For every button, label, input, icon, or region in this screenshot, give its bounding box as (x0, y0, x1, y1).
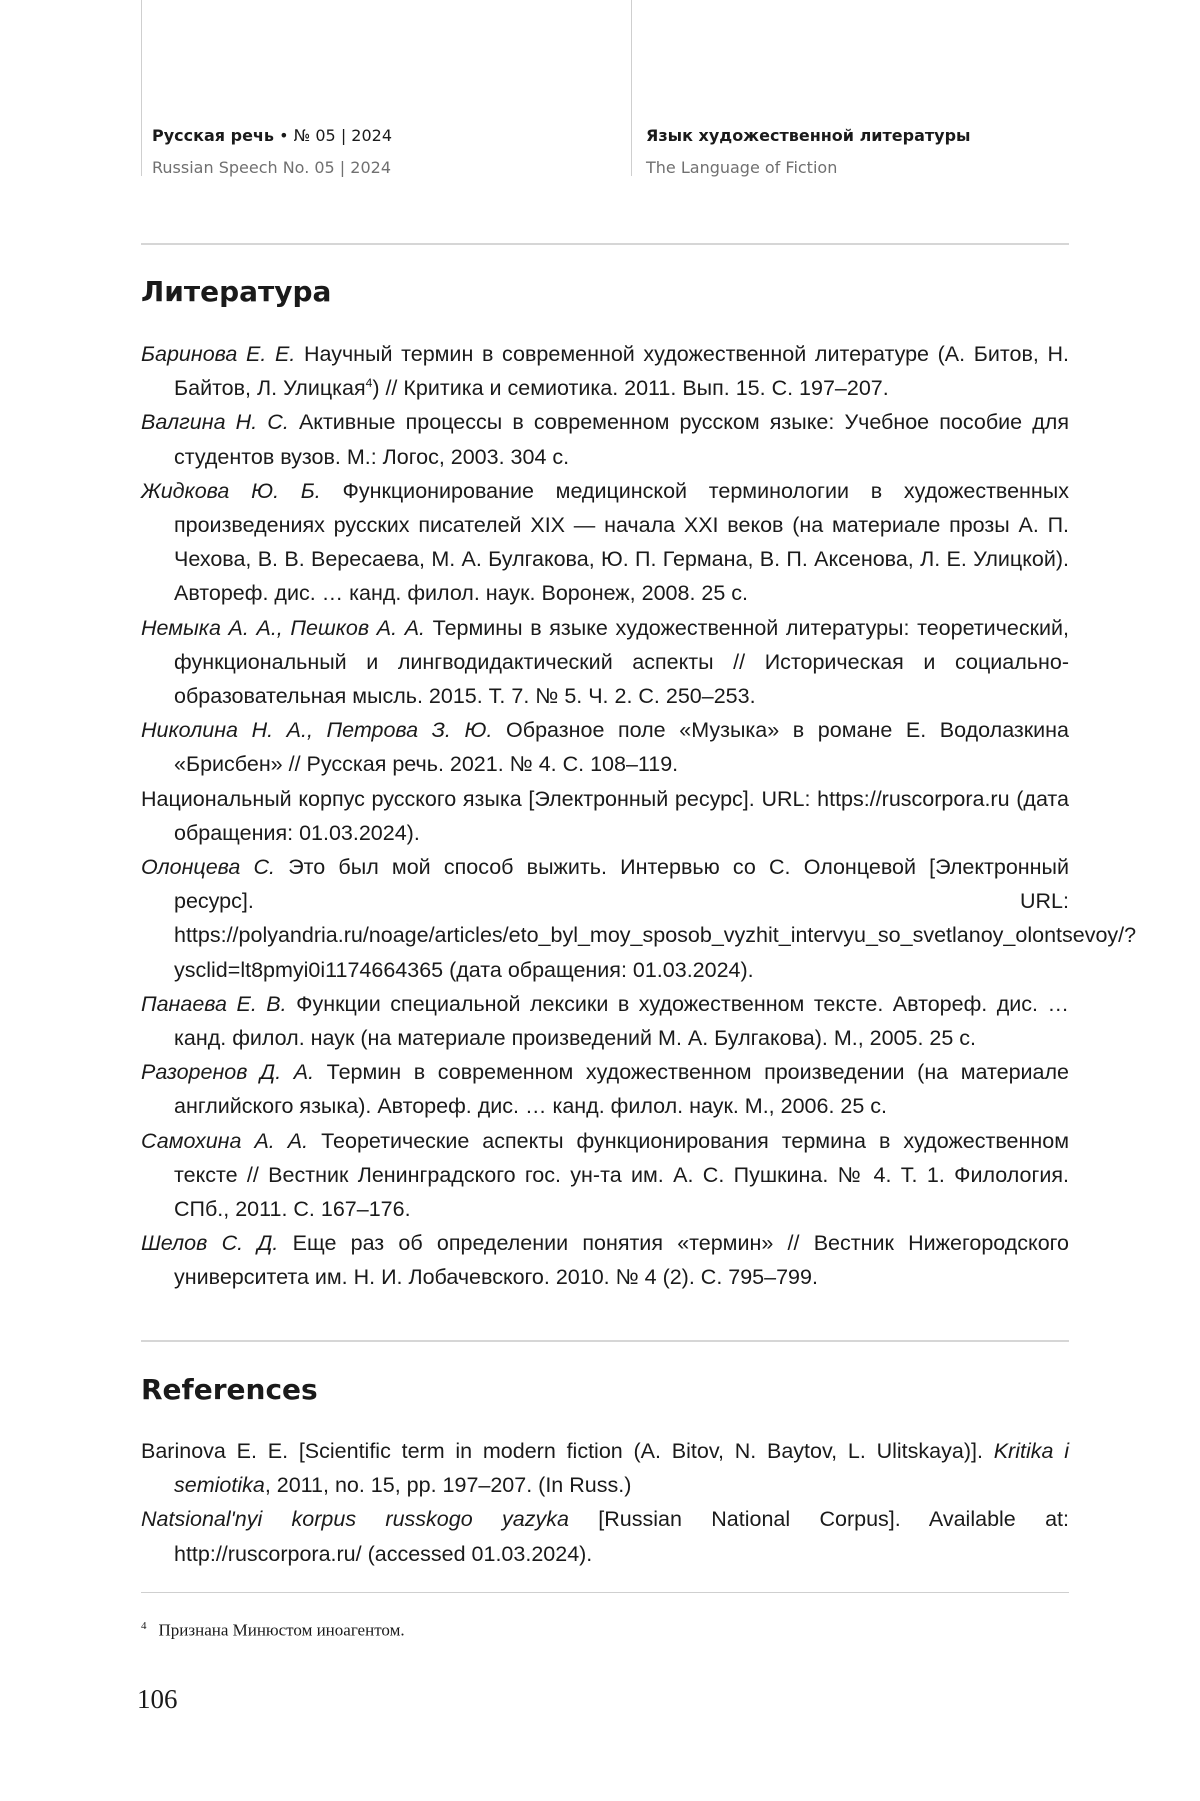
header-divider-right (631, 0, 632, 176)
list-item (141, 1502, 1069, 1570)
ref-text: Это был мой способ выжить. Интервью со С. Олонцевой [Электронный ресурс]. URL: https://polyandria.ru/noage/articles/eto_byl_moy_sposob_vyzhit_intervyu_so_svetlanoy_olontsevoy/?ysclid=lt8pmyi0i1174664365 (дата обращения: 01.03.2024). (174, 855, 1137, 982)
ref-author: Самохина А. А. (141, 1128, 309, 1153)
section-rule (141, 1340, 1069, 1342)
ref-text: Функционирование медицинской терминологии в художественных произведениях русских писателей XIX — начала XXI веков (на материале прозы А. П. Чехова, В. В. Вересаева, М. А. Булгакова, Ю. П. Германа, В. П. Аксенова, Л. Е. Улицкой). Автореф. дис. … канд. филол. наук. Воронеж, 2008. 25 с. (174, 478, 1069, 606)
ref-text: ) // Критика и семиотика. 2011. Вып. 15. С. 197–207. (372, 376, 889, 401)
list-item (141, 1055, 1069, 1123)
ref-text: [Russian National Corpus]. Available at: http://ruscorpora.ru/ (accessed 01.03.2024). (174, 1507, 1070, 1566)
ref-author: Баринова Е. Е. (141, 342, 296, 366)
ref-author: Валгина Н. С. (141, 410, 289, 435)
literature-list (141, 337, 1137, 1295)
ref-text: Теоретические аспекты функционирования термина в художественном тексте // Вестник Ленинградского гос. ун-та им. А. С. Пушкина. № 4. Т. 1. Филология. СПб., 2011. С. 167–176. (174, 1128, 1069, 1222)
journal-header (152, 124, 392, 180)
ref-text: Активные процессы в современном русском языке: Учебное пособие для студентов вузов. М.: Логос, 2003. 304 с. (174, 410, 1069, 469)
list-item (141, 987, 1069, 1055)
footnote-text: Признана Минюстом иноагентом. (158, 1620, 405, 1640)
list-item (141, 782, 1069, 850)
list-item (141, 611, 1069, 714)
references-list (141, 1434, 1069, 1571)
footnote (141, 1620, 405, 1641)
literature-heading: Литература (141, 275, 332, 308)
footnote-mark: 4 (141, 1620, 147, 1632)
page-number: 106 (137, 1684, 178, 1714)
list-item (141, 1434, 1069, 1502)
list-item (141, 1124, 1069, 1227)
ref-text: Barinova E. E. [Scientific term in modern fiction (A. Bitov, N. Baytov, L. Ulitskaya)]. (141, 1439, 994, 1463)
section-name: Язык художественной литературы (646, 126, 971, 145)
header-rule (141, 243, 1069, 245)
ref-source: Kritika i semiotika (174, 1439, 1070, 1498)
list-item (141, 850, 1137, 987)
ref-text: Образное поле «Музыка» в романе Е. Водолазкина «Брисбен» // Русская речь. 2021. № 4. С. 108–119. (174, 718, 1070, 777)
ref-author: Панаева Е. В. (141, 991, 287, 1016)
ref-author: Николина Н. А., Петрова З. Ю. (141, 718, 493, 743)
ref-author: Немыка А. А., Пешков А. А. (141, 615, 426, 640)
ref-text: Термин в современном художественном произведении (на материале английского языка). Автореф. дис. … канд. филол. наук. М., 2006. 25 с. (174, 1060, 1069, 1119)
ref-text: Функции специальной лексики в художественном тексте. Автореф. дис. … канд. филол. наук (на материале произведений М. А. Булгакова). М., 2005. 25 с. (174, 991, 1069, 1051)
footnote-ref: 4 (365, 376, 373, 391)
list-item (141, 713, 1069, 781)
ref-text: Научный термин в современной художественной литературе (А. Битов, Н. Байтов, Л. Улицкая (174, 342, 1069, 401)
ref-author: Жидкова Ю. Б. (141, 478, 321, 503)
section-subtitle: The Language of Fiction (646, 158, 838, 177)
journal-title: Русская речь • № 05 | 2024 (152, 126, 393, 145)
ref-text: Термины в языке художественной литературы: теоретический, функциональный и лингводидактический аспекты // Историческая и социально-образовательная мысль. 2015. Т. 7. № 5. Ч. 2. С. 250–253. (174, 615, 1069, 709)
list-item (141, 1226, 1069, 1294)
ref-source: Natsional'nyi korpus russkogo yazyka (141, 1507, 569, 1532)
ref-text: , 2011, no. 15, pp. 197–207. (In Russ.) (264, 1473, 632, 1498)
list-item (141, 337, 1069, 405)
ref-text: Национальный корпус русского языка [Электронный ресурс]. URL: https://ruscorpora.ru (дата обращения: 01.03.2024). (141, 786, 1069, 845)
journal-subtitle: Russian Speech No. 05 | 2024 (152, 158, 391, 177)
section-header (646, 124, 971, 180)
ref-author: Олонцева С. (141, 855, 276, 880)
journal-issue: № 05 | 2024 (293, 126, 393, 145)
ref-author: Разоренов Д. А. (141, 1060, 315, 1085)
footnote-rule (141, 1592, 1069, 1593)
list-item (141, 405, 1069, 473)
ref-author: Шелов С. Д. (141, 1231, 279, 1256)
references-heading: References (141, 1373, 318, 1406)
list-item (141, 474, 1069, 611)
ref-text: Еще раз об определении понятия «термин» // Вестник Нижегородского университета им. Н. И. Лобачевского. 2010. № 4 (2). С. 795–799. (174, 1231, 1069, 1290)
header-divider-left (141, 0, 142, 176)
